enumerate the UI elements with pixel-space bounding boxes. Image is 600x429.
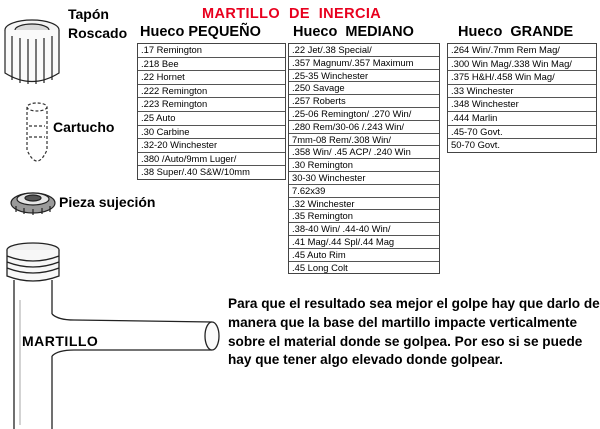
list-item: .17 Remington — [138, 44, 285, 58]
list-item: .280 Rem/30-06 /.243 Win/ — [289, 121, 439, 134]
list-item: 7.62x39 — [289, 185, 439, 198]
list-item: 7mm-08 Rem/.308 Win/ — [289, 134, 439, 147]
list-item: .33 Winchester — [448, 85, 596, 99]
list-item: .250 Savage — [289, 82, 439, 95]
label-pieza-sujecion: Pieza sujeción — [59, 194, 156, 210]
list-item: .45 Auto Rim — [289, 249, 439, 262]
list-item: .30 Remington — [289, 159, 439, 172]
large-hole-list — [447, 43, 597, 153]
cartridge-drawing — [27, 103, 47, 161]
list-item: .25-06 Remington/ .270 Win/ — [289, 108, 439, 121]
list-item: 50-70 Govt. — [451, 139, 500, 151]
holding-piece-drawing — [11, 193, 55, 215]
list-item: .45-70 Govt. — [448, 126, 596, 140]
list-item: .357 Magnum/.357 Maximum — [289, 57, 439, 70]
list-item: .218 Bee — [138, 58, 285, 72]
list-item: .380 /Auto/9mm Luger/ — [138, 153, 285, 167]
list-item: .22 Hornet — [138, 71, 285, 85]
list-item: .32 Winchester — [289, 198, 439, 211]
header-medium-hole: Hueco MEDIANO — [293, 24, 414, 40]
list-item: .444 Marlin — [448, 112, 596, 126]
header-large-hole: Hueco GRANDE — [458, 24, 574, 40]
list-item: .375 H&H/.458 Win Mag/ — [448, 71, 596, 85]
label-cartucho: Cartucho — [53, 119, 115, 135]
list-item: .222 Remington — [138, 85, 285, 99]
list-item: .348 Winchester — [448, 98, 596, 112]
list-item: .32-20 Winchester — [138, 139, 285, 153]
list-item: .223 Remington — [138, 98, 285, 112]
list-item: .25 Auto — [138, 112, 285, 126]
list-item: 30-30 Winchester — [289, 172, 439, 185]
page-title: MARTILLO DE INERCIA — [202, 6, 382, 22]
label-martillo: MARTILLO — [22, 333, 99, 349]
list-item: .300 Win Mag/.338 Win Mag/ — [448, 58, 596, 72]
list-item: .358 Win/ .45 ACP/ .240 Win — [289, 146, 439, 159]
threaded-cap-drawing — [5, 20, 59, 84]
label-tapon: Tapón — [68, 6, 109, 22]
list-item: .35 Remington — [289, 210, 439, 223]
label-roscado: Roscado — [68, 25, 128, 41]
list-item: .45 Long Colt — [292, 261, 348, 273]
header-small-hole: Hueco PEQUEÑO — [140, 24, 261, 40]
list-item: .257 Roberts — [289, 95, 439, 108]
usage-note: Para que el resultado sea mejor el golpe hay que darlo de manera que la base del martillo impacte verticalmente sobre el material donde se golpea. Por eso si se puede hay que tener algo elevado donde golpear. — [228, 296, 600, 368]
list-item: .41 Mag/.44 Spl/.44 Mag — [289, 236, 439, 249]
small-hole-list — [137, 43, 286, 180]
list-item: .38-40 Win/ .44-40 Win/ — [289, 223, 439, 236]
list-item: .38 Super/.40 S&W/10mm — [141, 166, 250, 178]
medium-hole-list — [288, 43, 440, 274]
list-item: .30 Carbine — [138, 126, 285, 140]
list-item: .264 Win/.7mm Rem Mag/ — [448, 44, 596, 58]
list-item: .22 Jet/.38 Special/ — [289, 44, 439, 57]
list-item: .25-35 Winchester — [289, 70, 439, 83]
